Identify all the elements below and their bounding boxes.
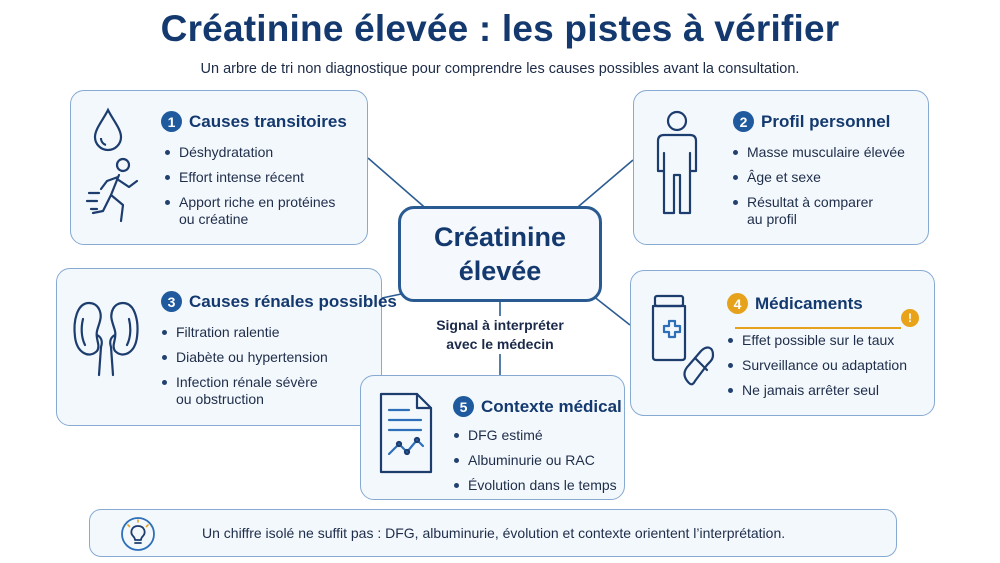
water-drop-icon	[91, 107, 125, 153]
card-causes-transitoires	[70, 90, 368, 245]
person-icon	[654, 109, 700, 219]
card-title	[733, 111, 890, 132]
signal-line-2: avec le médecin	[446, 336, 554, 352]
card-title-text: Profil personnel	[761, 111, 891, 131]
list-item: Évolution dans le temps	[453, 477, 621, 494]
step-badge: 5	[453, 396, 474, 417]
card-causes-renales	[56, 268, 397, 426]
warning-icon: !	[901, 309, 919, 327]
item-list	[453, 427, 621, 502]
item-list	[732, 144, 922, 236]
card-title	[161, 111, 347, 132]
list-item: Effet possible sur le taux	[727, 332, 927, 349]
card-title-text: Causes transitoires	[189, 111, 347, 131]
list-item: Effort intense récent	[164, 169, 364, 186]
capsule-icon	[679, 343, 717, 389]
step-badge: 4	[727, 293, 748, 314]
center-line-2: élevée	[458, 256, 542, 286]
footer-text: Un chiffre isolé ne suffit pas : DFG, albuminurie, évolution et contexte orientent l’interprétation.	[202, 525, 786, 541]
list-item: Albuminurie ou RAC	[453, 452, 621, 469]
title-divider	[735, 327, 901, 329]
step-badge: 3	[161, 291, 182, 312]
center-node	[398, 206, 602, 302]
running-person-icon	[85, 155, 141, 227]
list-item: Apport riche en protéines	[164, 194, 364, 211]
center-line-1: Créatinine	[433, 222, 567, 252]
list-item: Diabète ou hypertension	[161, 349, 376, 366]
card-title	[727, 293, 863, 314]
item-list	[161, 324, 376, 416]
card-medicaments	[630, 270, 935, 416]
item-list	[727, 332, 927, 407]
list-item-continuation: ou créatine	[179, 211, 249, 227]
card-title-text: Contexte médical	[481, 396, 622, 416]
list-item: Ne jamais arrêter seul	[727, 382, 927, 399]
list-item: Masse musculaire élevée	[732, 144, 922, 161]
page-subtitle: Un arbre de tri non diagnostique pour comprendre les causes possibles avant la consultation.	[200, 61, 800, 77]
connector-transitoires	[368, 158, 430, 212]
list-item: Surveillance ou adaptation	[727, 357, 927, 374]
kidneys-icon	[71, 297, 141, 377]
item-list	[164, 144, 364, 236]
step-badge: 1	[161, 111, 182, 132]
lightbulb-icon	[120, 516, 156, 552]
card-title	[161, 291, 397, 312]
list-item: Infection rénale sévère	[161, 374, 376, 391]
card-title-text: Médicaments	[755, 293, 863, 313]
card-profil-personnel	[633, 90, 929, 245]
card-title	[453, 396, 622, 417]
lab-report-icon	[377, 390, 435, 476]
list-item-continuation: au profil	[747, 211, 797, 227]
signal-line-1: Signal à interpréter	[436, 317, 564, 333]
list-item: DFG estimé	[453, 427, 621, 444]
connector-profil	[572, 160, 633, 212]
step-badge: 2	[733, 111, 754, 132]
list-item: Âge et sexe	[732, 169, 922, 186]
signal-caption	[400, 316, 600, 354]
list-item: Déshydratation	[164, 144, 364, 161]
list-item-continuation: ou obstruction	[176, 391, 264, 407]
footer-note	[89, 509, 897, 557]
list-item: Résultat à comparer	[732, 194, 922, 211]
list-item: Filtration ralentie	[161, 324, 376, 341]
card-contexte-medical	[360, 375, 625, 500]
card-title-text: Causes rénales possibles	[189, 291, 397, 311]
page-title: Créatinine élevée : les pistes à vérifier	[160, 8, 840, 49]
